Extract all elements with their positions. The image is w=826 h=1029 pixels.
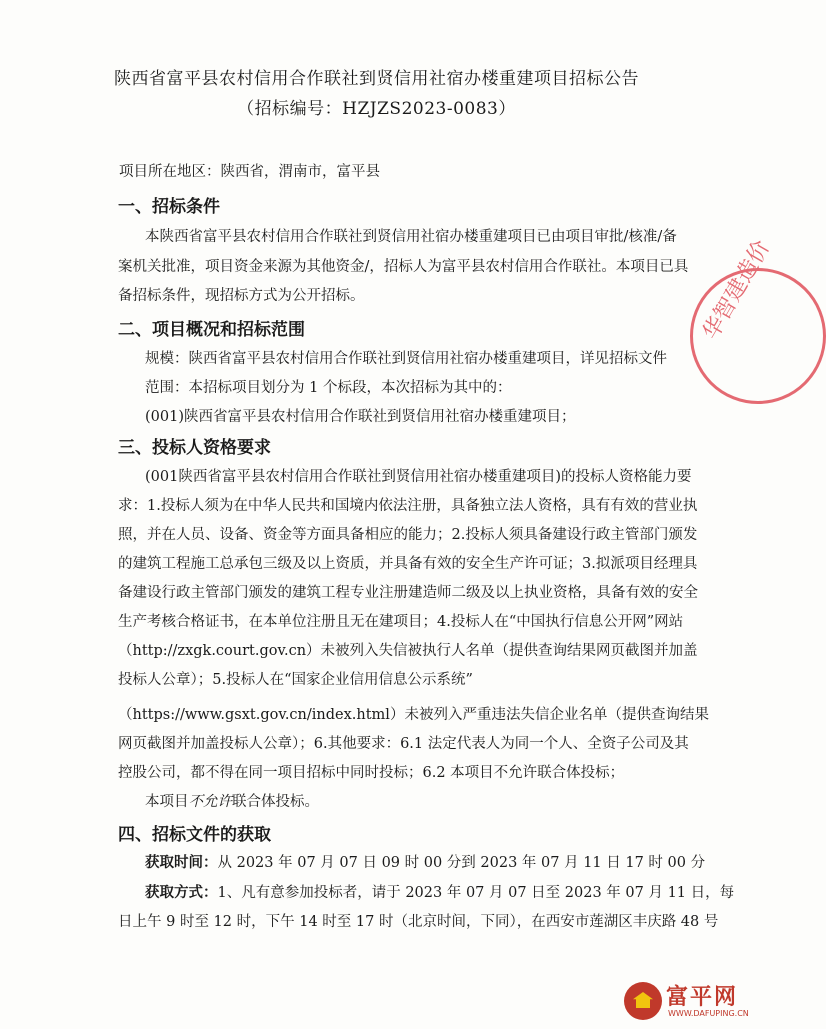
section-3-line: （http://zxgk.court.gov.cn）未被列入失信被执行人名单（提供查询结果网页截图并加盖 bbox=[118, 643, 698, 659]
joint-bid-prefix: 本项目 bbox=[145, 794, 189, 810]
joint-bid-suffix: 联合体投标。 bbox=[232, 794, 319, 810]
section-3-line: 求：1.投标人须为在中华人民共和国境内依法注册，具备独立法人资格，具有有效的营业执 bbox=[118, 498, 698, 514]
section-1-line: 案机关批准，项目资金来源为其他资金/，招标人为富平县农村信用合作联社。本项目已具 bbox=[118, 259, 689, 275]
section-2-heading: 二、项目概况和招标范围 bbox=[118, 320, 305, 340]
tender-number: （招标编号：HZJZS2023-0083） bbox=[237, 99, 516, 119]
watermark-url: WWW.DAFUPING.CN bbox=[668, 1009, 749, 1018]
acquire-method-line-2: 日上午 9 时至 12 时，下午 14 时至 17 时（北京时间，下同），在西安市莲湖区丰庆路 48 号 bbox=[118, 914, 719, 930]
section-3-line: 投标人公章）；5.投标人在“国家企业信用信息公示系统” bbox=[118, 672, 473, 688]
section-2-line: (001)陕西省富平县农村信用合作联社到贤信用社宿办楼重建项目； bbox=[145, 409, 576, 425]
watermark-name: 富平网 bbox=[666, 985, 739, 1010]
document-title: 陕西省富平县农村信用合作联社到贤信用社宿办楼重建项目招标公告 bbox=[114, 69, 639, 89]
section-3-line: 控股公司，都不得在同一项目招标中同时投标；6.2 本项目不允许联合体投标； bbox=[118, 765, 625, 781]
section-1-line: 备招标条件，现招标方式为公开招标。 bbox=[118, 288, 365, 304]
acquire-method-line: 1、凡有意参加投标者，请于 2023 年 07 月 07 日至 2023 年 07 月 11 日，每 bbox=[217, 885, 735, 901]
section-1-heading: 一、招标条件 bbox=[118, 197, 220, 217]
section-3-line: 备建设行政主管部门颁发的建筑工程专业注册建造师二级及以上执业资格，具备有效的安全 bbox=[118, 585, 698, 601]
section-3-line: 生产考核合格证书，在本单位注册且无在建项目；4.投标人在“中国执行信息公开网”网站 bbox=[118, 614, 684, 630]
acquire-time-value: 从 2023 年 07 月 07 日 09 时 00 分到 2023 年 07 月 11 日 17 时 00 分 bbox=[217, 855, 706, 871]
seal-stamp-text-icon bbox=[693, 236, 823, 401]
acquire-time-label: 获取时间： bbox=[145, 854, 218, 871]
site-watermark bbox=[622, 980, 750, 1024]
svg-text:华智建造价: 华智建造价 bbox=[698, 236, 776, 344]
project-location: 项目所在地区：陕西省，渭南市，富平县 bbox=[119, 164, 380, 180]
joint-bid-emphasis: 不允许 bbox=[188, 794, 232, 810]
section-2-line: 范围：本招标项目划分为 1 个标段，本次招标为其中的： bbox=[145, 380, 512, 396]
section-3-line: （https://www.gsxt.gov.cn/index.html）未被列入严重违法失信企业名单（提供查询结果 bbox=[118, 707, 709, 723]
acquire-time bbox=[145, 853, 705, 873]
acquire-method bbox=[145, 883, 734, 903]
section-3-line: (001陕西省富平县农村信用合作联社到贤信用社宿办楼重建项目)的投标人资格能力要 bbox=[145, 469, 692, 485]
section-3-heading: 三、投标人资格要求 bbox=[118, 438, 271, 458]
acquire-method-label: 获取方式： bbox=[145, 884, 218, 901]
section-2-line: 规模：陕西省富平县农村信用合作联社到贤信用社宿办楼重建项目，详见招标文件 bbox=[145, 351, 667, 367]
seal-stamp bbox=[690, 236, 826, 404]
section-3-line: 网页截图并加盖投标人公章）；6.其他要求：6.1 法定代表人为同一个人、全资子公司及其 bbox=[118, 736, 689, 752]
watermark-logo-icon bbox=[624, 982, 662, 1020]
section-4-heading: 四、招标文件的获取 bbox=[118, 825, 271, 845]
section-1-line: 本陕西省富平县农村信用合作联社到贤信用社宿办楼重建项目已由项目审批/核准/备 bbox=[145, 229, 677, 245]
section-3-line: 照，并在人员、设备、资金等方面具备相应的能力；2.投标人须具备建设行政主管部门颁发 bbox=[118, 527, 698, 543]
joint-bid-note bbox=[145, 792, 319, 812]
section-3-line: 的建筑工程施工总承包三级及以上资质，并具备有效的安全生产许可证；3.拟派项目经理具 bbox=[118, 556, 698, 572]
